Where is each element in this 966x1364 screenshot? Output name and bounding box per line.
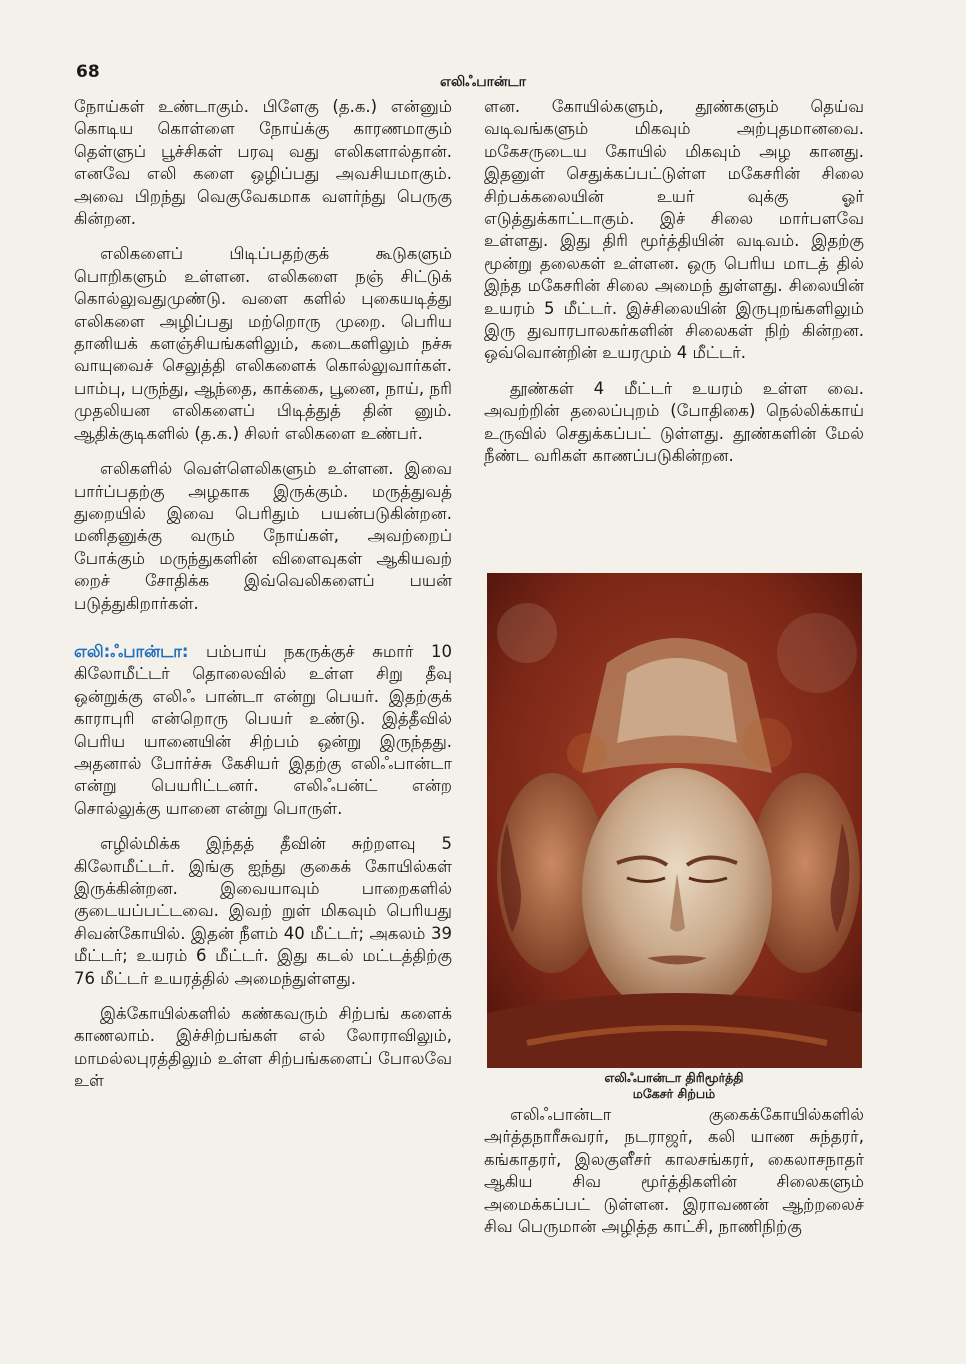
paragraph: எலிஃபான்டா குகைக்கோயில்களில் அர்த்தநாரீசுவரர், நடராஜர், கலி யாண சுந்தரர், கங்காதரர், இலகுளீசர் காலசங்கரர், கைலாசநாதர் ஆகிய சிவ மூர்த்திகளின் சிலைகளும் அமைக்கப்பட் டுள்ளன. இராவணன் ஆற்றலைச் சிவ பெருமான் அழித்த காட்சி, நாணிநிற்கு — [484, 1105, 864, 1237]
trimurti-sculpture-image — [487, 573, 862, 1068]
paragraph: எலிகளில் வெள்ளெலிகளும் உள்ளன. இவை பார்ப்பதற்கு அழகாக இருக்கும். மருத்துவத் துறையில் இவை பெரிதும் பயன்படுகின்றன. மனிதனுக்கு வரும் நோய்கள், அவற்றைப் போக்கும் மருந்துகளின் விளைவுகள் ஆகியவற் றைச் சோதிக்க இவ்வெலிகளைப் பயன் படுத்துகிறார்கள். — [74, 459, 452, 613]
caption-line: எலிஃபான்டா திரிமூர்த்தி — [604, 1070, 744, 1085]
entry-heading: எலி:ஃபான்டா: — [74, 641, 189, 661]
caption-line: மகேசர் சிற்பம் — [632, 1086, 716, 1101]
sculpture-illustration — [487, 573, 862, 1068]
figure-caption — [484, 1070, 864, 1102]
entry-text: பம்பாய் நகருக்குச் சுமார் 10 கிலோமீட்டர் தொலைவில் உள்ள சிறு தீவு ஒன்றுக்கு எலிஃ பான்டா என்று பெயர். இதற்குக் காராபுரி என்றொரு பெயர் உண்டு. இத்தீவில் பெரிய யானையின் சிற்பம் ஒன்று இருந்தது. அதனால் போர்ச்சு கேசியர் இதற்கு எலிஃபான்டா என்று பெயரிட்டனர். எலிஃபன்ட் என்ற சொல்லுக்கு யானை என்று பொருள். — [74, 641, 452, 818]
paragraph: எலிகளைப் பிடிப்பதற்குக் கூடுகளும் பொறிகளும் உள்ளன. எலிகளை நஞ் சிட்டுக் கொல்லுவதுமுண்டு. வளை களில் புகையடித்து எலிகளை அழிப்பது மற்றொரு முறை. பெரிய தானியக் களஞ்சியங்களிலும், கடைகளிலும் நச்சு வாயுவைச் செலுத்தி எலிகளைக் கொல்லுவார்கள். பாம்பு, பருந்து, ஆந்தை, காக்கை, பூனை, நாய், நரி முதலியன எலிகளைப் பிடித்துத் தின் னும். ஆதிக்குடிகளில் (த.க.) சிலர் எலிகளை உண்பர். — [74, 244, 452, 443]
paragraph: நோய்கள் உண்டாகும். பிளேகு (த.க.) என்னும் கொடிய கொள்ளை நோய்க்கு காரணமாகும் தெள்ளுப் பூச்சிகள் பரவு வது எலிகளால்தான். எனவே எலி களை ஒழிப்பது அவசியமாகும். அவை பிறந்து வெகுவேகமாக வளர்ந்து பெருகு கின்றன. — [74, 97, 452, 229]
texture-blob — [567, 733, 607, 773]
entry-paragraph — [74, 641, 452, 820]
texture-blob — [742, 718, 792, 768]
right-column — [484, 96, 864, 481]
texture-blob — [777, 613, 857, 693]
paragraph: தூண்கள் 4 மீட்டர் உயரம் உள்ள வை. அவற்றின் தலைப்புறம் (போதிகை) நெல்லிக்காய் உருவில் செதுக்கப்பட் டுள்ளது. தூண்களின் மேல் நீண்ட வரிகள் காணப்படுகின்றன. — [484, 378, 864, 466]
paragraph: ளன. கோயில்களும், தூண்களும் தெய்வ வடிவங்களும் மிகவும் அற்புதமானவை. மகேசருடைய கோயில் மிகவும் அழ கானது. இதனுள் செதுக்கப்பட்டுள்ள மகேசரின் சிலை சிற்பக்கலையின் உயர் வுக்கு ஓர் எடுத்துக்காட்டாகும். இச் சிலை மார்பளவே உள்ளது. இது திரி மூர்த்தியின் வடிவம். இதற்கு மூன்று தலைகள் உள்ளன. ஒரு பெரிய மாடத் தில் இந்த மகேசரின் சிலை அமைந் துள்ளது. சிலையின் உயரம் 5 மீட்டர். இச்சிலையின் இருபுறங்களிலும் இரு துவாரபாலகர்களின் சிலைகள் நிற் கின்றன. ஒவ்வொன்றின் உயரமும் 4 மீட்டர். — [484, 97, 864, 363]
page-number: 68 — [76, 62, 100, 82]
right-column-bottom — [484, 1104, 864, 1238]
crown-detail — [617, 658, 737, 743]
left-column — [74, 96, 452, 1093]
paragraph: எழில்மிக்க இந்தத் தீவின் சுற்றளவு 5 கிலோமீட்டர். இங்கு ஐந்து குகைக் கோயில்கள் இருக்கின்றன. இவையாவும் பாறைகளில் குடையப்பட்டவை. இவற் றுள் மிகவும் பெரியது சிவன்கோயில். இதன் நீளம் 40 மீட்டர்; அகலம் 39 மீட்டர்; உயரம் 6 மீட்டர். இது கடல் மட்டத்திற்கு 76 மீட்டர் உயரத்தில் அமைந்துள்ளது. — [74, 834, 452, 988]
paragraph: இக்கோயில்களில் கண்கவரும் சிற்பங் களைக் காணலாம். இச்சிற்பங்கள் எல் லோராவிலும், மாமல்லபுரத்திலும் உள்ள சிற்பங்களைப் போலவே உள் — [74, 1004, 452, 1091]
running-header: எலிஃபான்டா — [440, 74, 526, 90]
texture-blob — [497, 603, 557, 663]
